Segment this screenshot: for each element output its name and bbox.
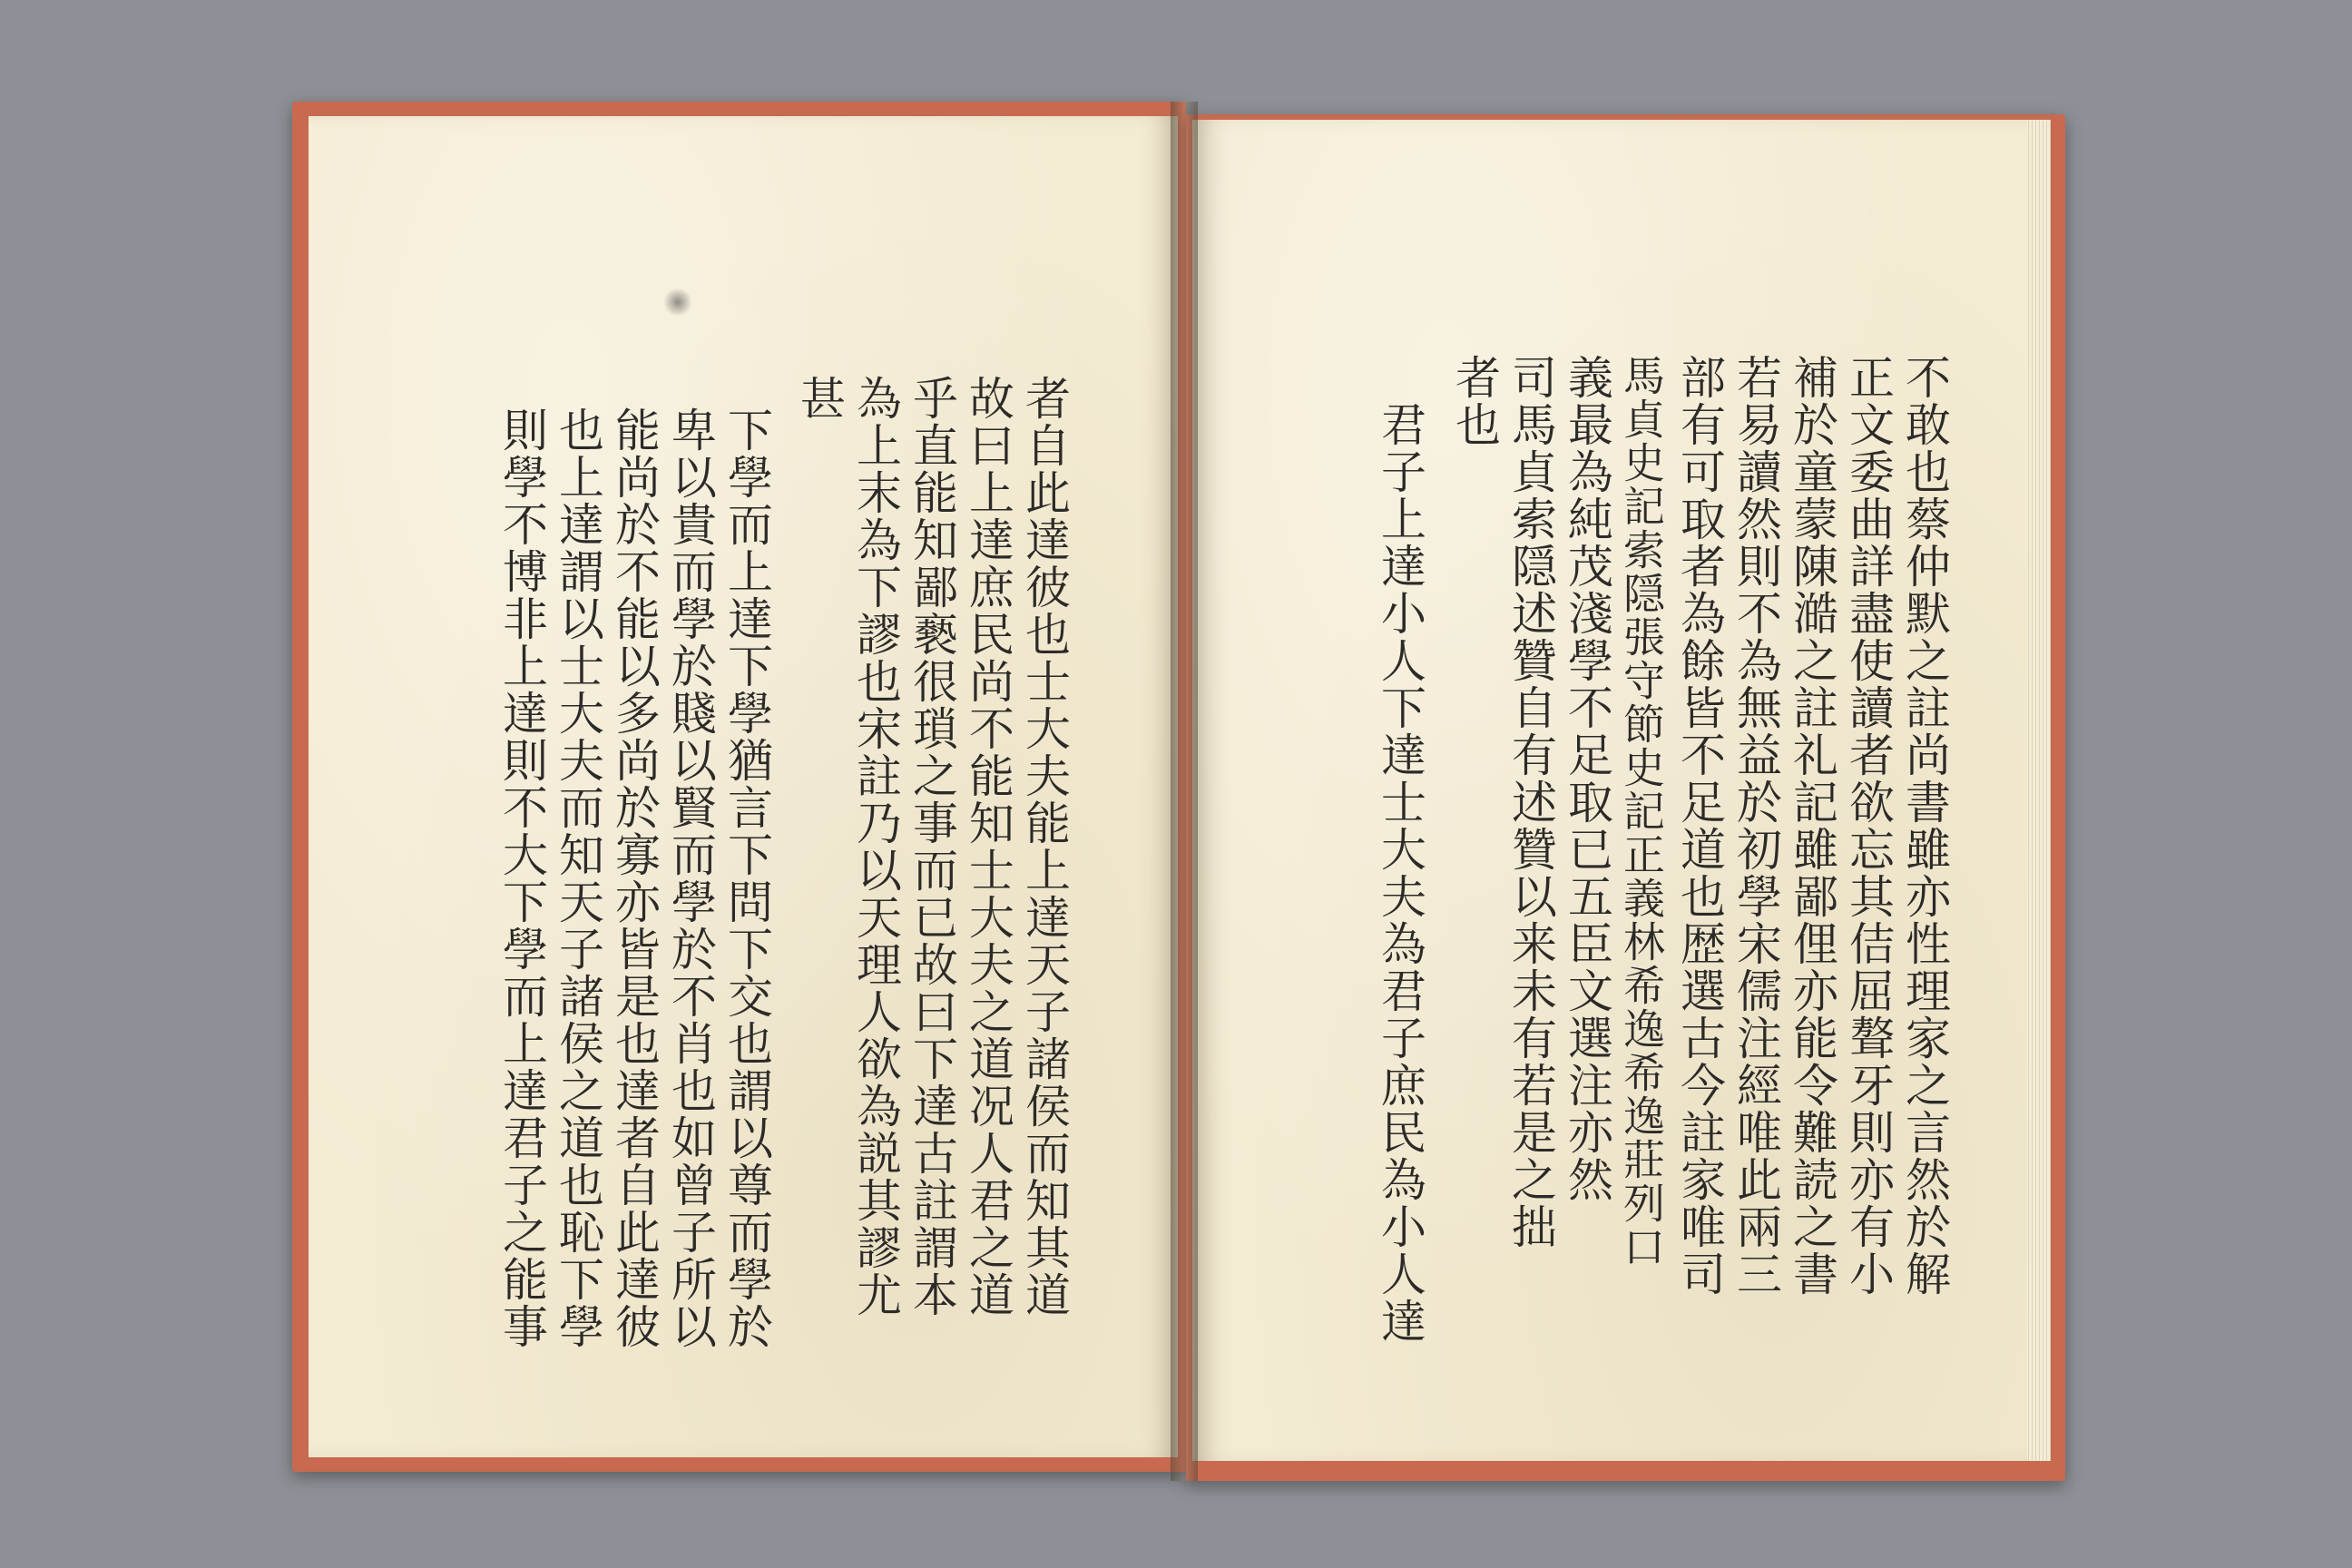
right-col-7: 義最為純茂淺學不足取已五臣文選注亦然 [1561,354,1613,1203]
left-col-6: 下學而上達下學猶言下問下交也謂以尊而學於 [720,407,773,1350]
right-col-6: 馬貞史記索隠張守節史記正義林希逸希逸莊列口 [1617,354,1666,1269]
left-col-10: 則學不博非上達則不大下學而上達君子之能事 [495,407,548,1350]
book-gutter [1171,102,1198,1481]
right-col-3: 補於童蒙陳澔之註礼記雖鄙俚亦能令難読之書 [1786,354,1838,1298]
left-col-9: 也上達謂以士大夫而知天子諸侯之道也恥下學 [552,407,604,1350]
left-col-7: 卑以貴而學於賤以賢而學於不肖也如曾子所以 [664,407,717,1350]
right-col-2: 正文委曲詳盡使讀者欲忘其佶屈聱牙則亦有小 [1842,354,1895,1298]
right-col-10: 君子上達小人下達士大夫為君子庶民為小人達 [1374,401,1426,1345]
right-col-4: 若易讀然則不為無益於初學宋儒注經唯此兩三 [1730,354,1782,1298]
right-page [1192,120,2027,1461]
open-book [292,102,2065,1481]
left-col-5: 甚 [793,375,846,422]
left-col-8: 能尚於不能以多尚於寡亦皆是也達者自此達彼 [608,407,661,1350]
left-col-3: 乎直能知鄙褻很瑣之事而已故曰下達古註謂本 [906,375,958,1318]
page-edges [2025,120,2051,1461]
right-col-9: 者也 [1448,354,1501,448]
right-col-1: 不敢也蔡仲默之註尚書雖亦性理家之言然於解 [1898,354,1951,1298]
left-col-2: 故曰上達庶民尚不能知士大夫之道况人君之道 [962,375,1014,1318]
left-col-1: 者自此達彼也士大夫能上達天子諸侯而知其道 [1018,375,1071,1318]
right-col-8: 司馬貞索隠述贊自有述贊以来未有若是之拙 [1504,354,1557,1250]
left-page [309,116,1178,1457]
left-col-4: 為上末為下謬也宋註乃以天理人欲為説其謬尤 [849,375,902,1318]
ink-smudge [662,289,693,316]
right-col-5: 部有可取者為餘皆不足道也歴選古今註家唯司 [1673,354,1726,1298]
